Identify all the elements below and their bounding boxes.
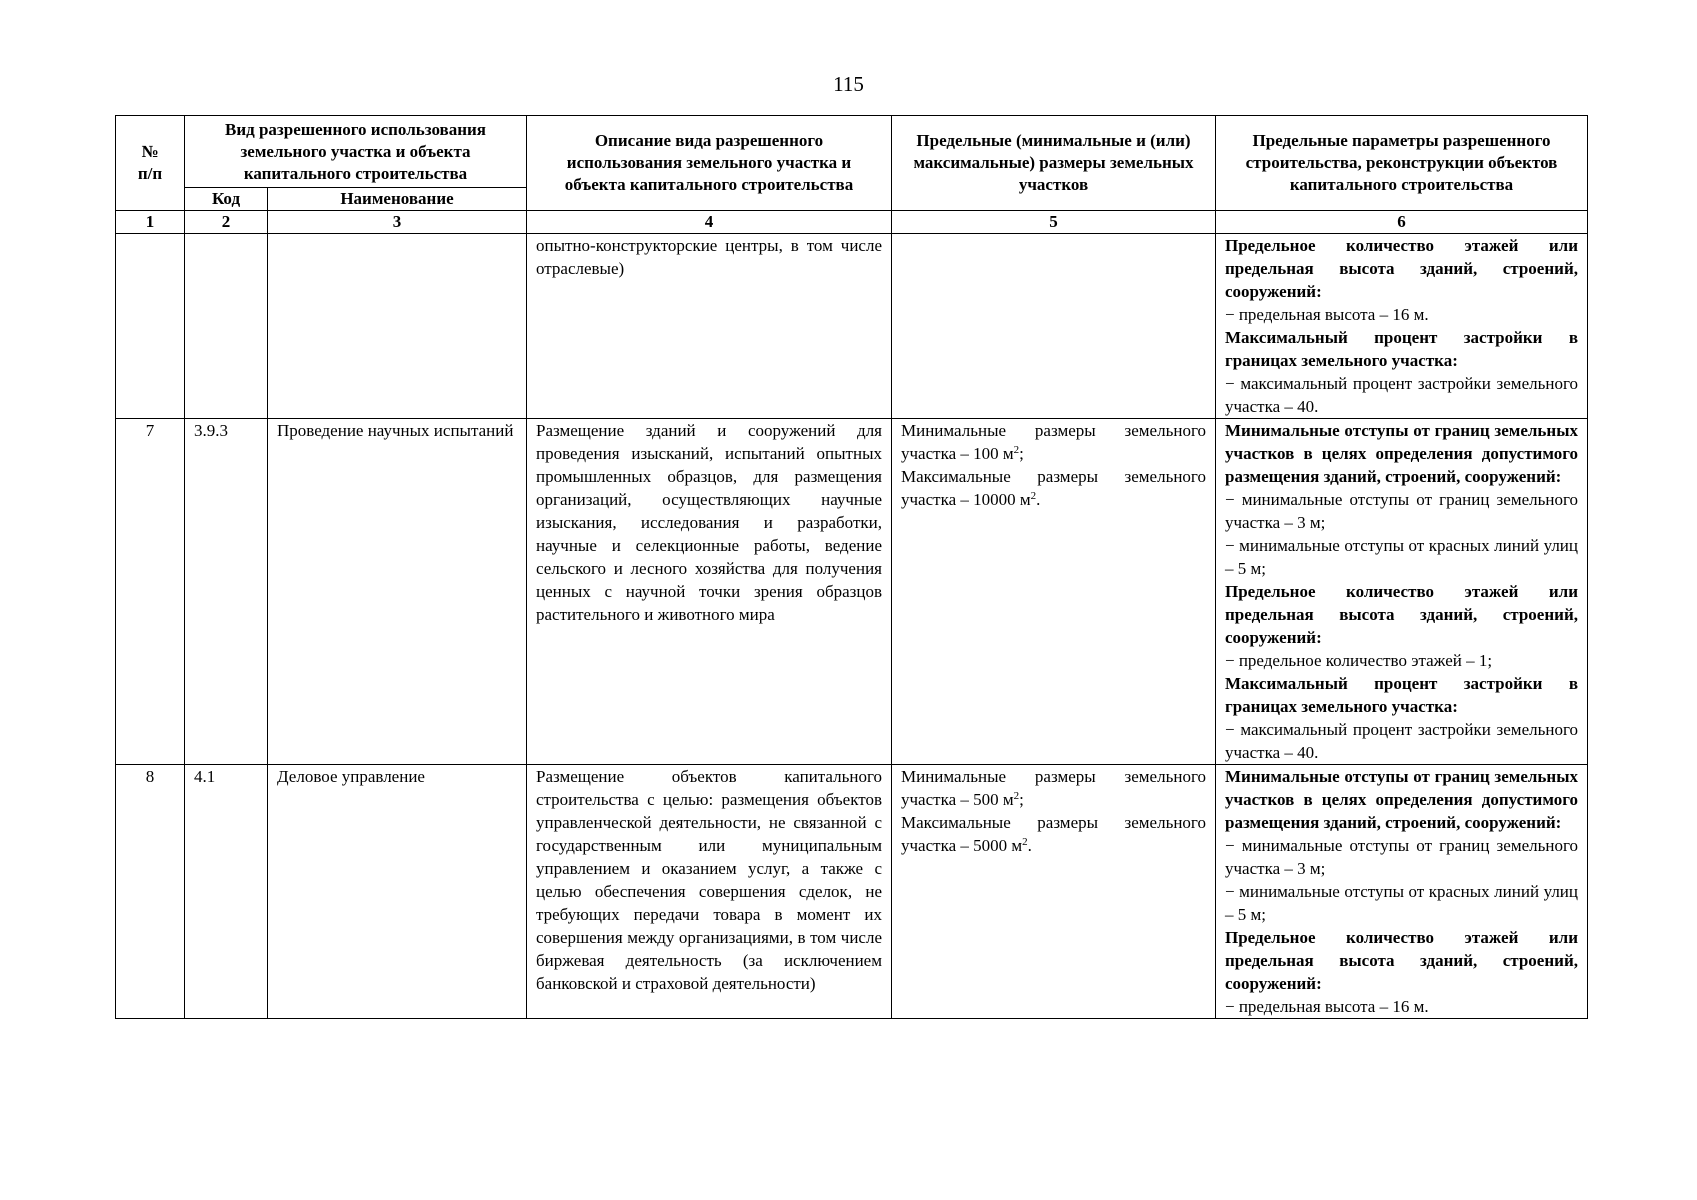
param-value: − предельное количество этажей – 1; (1225, 651, 1493, 670)
param-value: − минимальные отступы от красных линий улиц – 5 м; (1225, 882, 1578, 924)
size-unit-exponent: 2 (1030, 490, 1037, 502)
size-text: Максимальные размеры земельного участка – 10000 м (901, 467, 1206, 509)
row-description: опытно-конструкторские центры, в том числе отраслевые) (527, 234, 892, 419)
size-unit-exponent: 2 (1022, 836, 1028, 848)
table-row (116, 765, 1588, 1019)
param-heading: Предельное количество этажей или предельная высота зданий, строений, сооружений: (1225, 928, 1578, 993)
row-sizes (892, 419, 1216, 765)
row-name: Проведение научных испытаний (268, 419, 527, 765)
column-number: 5 (892, 211, 1216, 234)
size-tail: ; (1019, 790, 1024, 809)
param-value: − предельная высота – 16 м. (1225, 305, 1429, 324)
row-code: 3.9.3 (185, 419, 268, 765)
header-num (116, 116, 185, 211)
row-sizes (892, 765, 1216, 1019)
size-text: Минимальные размеры земельного участка – 100 м (901, 421, 1206, 463)
size-tail: ; (1019, 444, 1024, 463)
regulations-table (115, 115, 1588, 1019)
row-name (268, 234, 527, 419)
row-params (1216, 765, 1588, 1019)
size-entry (901, 765, 1206, 811)
param-heading: Предельное количество этажей или предельная высота зданий, строений, сооружений: (1225, 236, 1578, 301)
size-tail: . (1027, 836, 1032, 855)
row-code (185, 234, 268, 419)
size-entry (901, 811, 1206, 857)
param-heading: Максимальный процент застройки в границах земельного участка: (1225, 328, 1578, 370)
param-value: − минимальные отступы от границ земельного участка – 3 м; (1225, 490, 1578, 532)
param-heading: Минимальные отступы от границ земельных участков в целях определения допустимого размещения зданий, строений, сооружений: (1225, 767, 1578, 832)
column-number: 4 (527, 211, 892, 234)
param-value: − максимальный процент застройки земельного участка – 40. (1225, 720, 1578, 762)
header-params: Предельные параметры разрешенного строительства, реконструкции объектов капитального строительства (1216, 116, 1588, 211)
row-code: 4.1 (185, 765, 268, 1019)
row-name: Деловое управление (268, 765, 527, 1019)
page-number: 115 (833, 72, 864, 96)
param-heading: Максимальный процент застройки в границах земельного участка: (1225, 674, 1578, 716)
size-entry (901, 465, 1206, 511)
header-sizes: Предельные (минимальные и (или) максимальные) размеры земельных участков (892, 116, 1216, 211)
param-value: − предельная высота – 16 м. (1225, 997, 1429, 1016)
row-number (116, 234, 185, 419)
param-heading: Предельное количество этажей или предельная высота зданий, строений, сооружений: (1225, 582, 1578, 647)
table-row (116, 419, 1588, 765)
row-params (1216, 419, 1588, 765)
param-value: − минимальные отступы от красных линий улиц – 5 м; (1225, 536, 1578, 578)
size-entry (901, 419, 1206, 465)
table-row (116, 234, 1588, 419)
param-heading: Минимальные отступы от границ земельных участков в целях определения допустимого размещения зданий, строений, сооружений: (1225, 421, 1578, 486)
row-params (1216, 234, 1588, 419)
table-header (116, 116, 1588, 234)
size-text: Максимальные размеры земельного участка – 5000 м (901, 813, 1206, 855)
row-number: 8 (116, 765, 185, 1019)
column-number: 6 (1216, 211, 1588, 234)
column-number: 1 (116, 211, 185, 234)
column-number: 2 (185, 211, 268, 234)
table-body (116, 234, 1588, 1019)
size-tail: . (1036, 490, 1041, 509)
header-num-label: № п/п (137, 142, 163, 183)
param-value: − минимальные отступы от границ земельного участка – 3 м; (1225, 836, 1578, 878)
row-description: Размещение объектов капитального строительства с целью: размещения объектов управленческой деятельности, не связанной с государственным или муниципальным управлением и оказанием услуг, а также с целью обеспечения совершения сделок, не требующих передачи товара в момент их совершения между организациями, в том числе биржевая деятельность (за исключением банковской и страховой деятельности) (527, 765, 892, 1019)
header-vri-group: Вид разрешенного использования земельного участка и объекта капитального строительства (185, 116, 527, 188)
column-number-row (116, 211, 1588, 234)
param-value: − максимальный процент застройки земельного участка – 40. (1225, 374, 1578, 416)
header-code: Код (185, 188, 268, 211)
header-description: Описание вида разрешенного использования земельного участка и объекта капитального строительства (527, 116, 892, 211)
size-unit-exponent: 2 (1013, 444, 1020, 456)
header-name: Наименование (268, 188, 527, 211)
column-number: 3 (268, 211, 527, 234)
row-number: 7 (116, 419, 185, 765)
size-text: Минимальные размеры земельного участка – 500 м (901, 767, 1206, 809)
row-description: Размещение зданий и сооружений для проведения изысканий, испытаний опытных промышленных образцов, для размещения организаций, осуществляющих научные изыскания, исследования и разработки, научные и селекционные работы, ведение сельского и лесного хозяйства для получения ценных с научной точки зрения образцов растительного и животного мира (527, 419, 892, 765)
row-sizes (892, 234, 1216, 419)
size-unit-exponent: 2 (1013, 790, 1020, 802)
